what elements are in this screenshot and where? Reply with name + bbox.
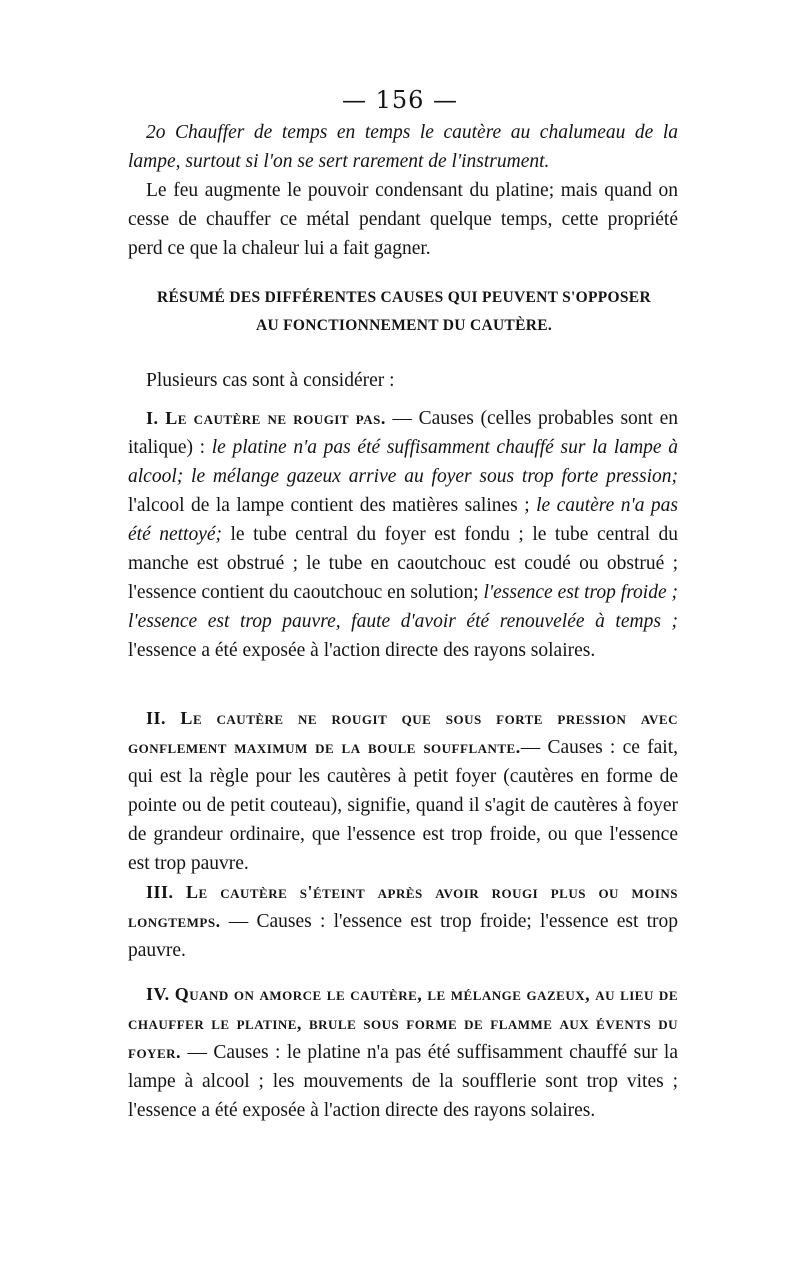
case-2-title: II. Le cautère ne rougit que sous forte pression avec gonflement maximum de la boule soufflante.: [128, 708, 678, 757]
section-heading: [130, 284, 678, 340]
section-heading-line-2: AU FONCTIONNEMENT DU CAUTÈRE.: [255, 317, 553, 334]
case-3-paragraph: [128, 878, 678, 965]
page-number: — 156 —: [341, 86, 459, 114]
case-4-paragraph: [128, 980, 678, 1125]
case-1-italic-3: l'essence est trop froide ; l'essence est trop pauvre, faute d'avoir été renouvelée à temps ;: [128, 582, 679, 632]
case-4-title: IV. Quand on amorce le cautère, le mélange gazeux, au lieu de chauffer le platine, brule sous forme de flamme aux évents du foyer.: [128, 984, 678, 1062]
case-1-text-1: — Causes (celles probables sont en italique) :: [128, 408, 678, 458]
case-1-text-4: l'essence a été exposée à l'action directe des rayons solaires.: [128, 640, 596, 661]
section-heading-line-1: RÉSUMÉ DES DIFFÉRENTES CAUSES QUI PEUVENT S'OPPOSER: [157, 289, 651, 306]
case-1-title: I. Le cautère ne rougit pas.: [146, 408, 386, 428]
case-4-body: — Causes : le platine n'a pas été suffisamment chauffé sur la lampe à alcool ; les mouvements de la soufflerie sont trop vites ; l'essence a été exposée à l'action directe des rayons solaires.: [128, 1042, 678, 1121]
case-3-title: III. Le cautère s'éteint après avoir rougi plus ou moins longtemps.: [128, 882, 678, 931]
case-2: [128, 704, 678, 878]
intro-block: [128, 118, 678, 263]
case-3-body: — Causes : l'essence est trop froide; l'essence est trop pauvre.: [128, 911, 678, 961]
case-3: [128, 878, 678, 965]
intro-paragraph-1: 2o Chauffer de temps en temps le cautère au chalumeau de la lampe, surtout si l'on se sert rarement de l'instrument.: [128, 122, 678, 172]
case-1: [128, 404, 678, 665]
lead-paragraph-block: [128, 366, 678, 395]
case-1-italic-1: le platine n'a pas été suffisamment chauffé sur la lampe à alcool; le mélange gazeux arrive au foyer sous trop forte pression;: [128, 437, 678, 487]
case-1-italic-2: le cautère n'a pas été nettoyé;: [128, 495, 678, 545]
case-1-paragraph: [128, 404, 678, 665]
case-2-paragraph: [128, 704, 678, 878]
intro-paragraph-2: Le feu augmente le pouvoir condensant du platine; mais quand on cesse de chauffer ce métal pendant quelque temps, cette propriété perd ce que la chaleur lui a fait gagner.: [128, 180, 678, 259]
case-2-body: — Causes : ce fait, qui est la règle pour les cautères à petit foyer (cautères en forme de pointe ou de petit couteau), signifie, quand il s'agit de cautères à foyer de grandeur ordinaire, que l'essence est trop froide, ou que l'essence est trop pauvre.: [128, 737, 678, 874]
case-1-text-2: l'alcool de la lampe contient des matières salines ;: [128, 495, 537, 516]
case-1-text-3: le tube central du foyer est fondu ; le tube central du manche est obstrué ; le tube en caoutchouc est coudé ou obstrué ; l'essence contient du caoutchouc en solution;: [128, 524, 678, 603]
case-4: [128, 980, 678, 1125]
lead-paragraph: Plusieurs cas sont à considérer :: [146, 370, 395, 391]
